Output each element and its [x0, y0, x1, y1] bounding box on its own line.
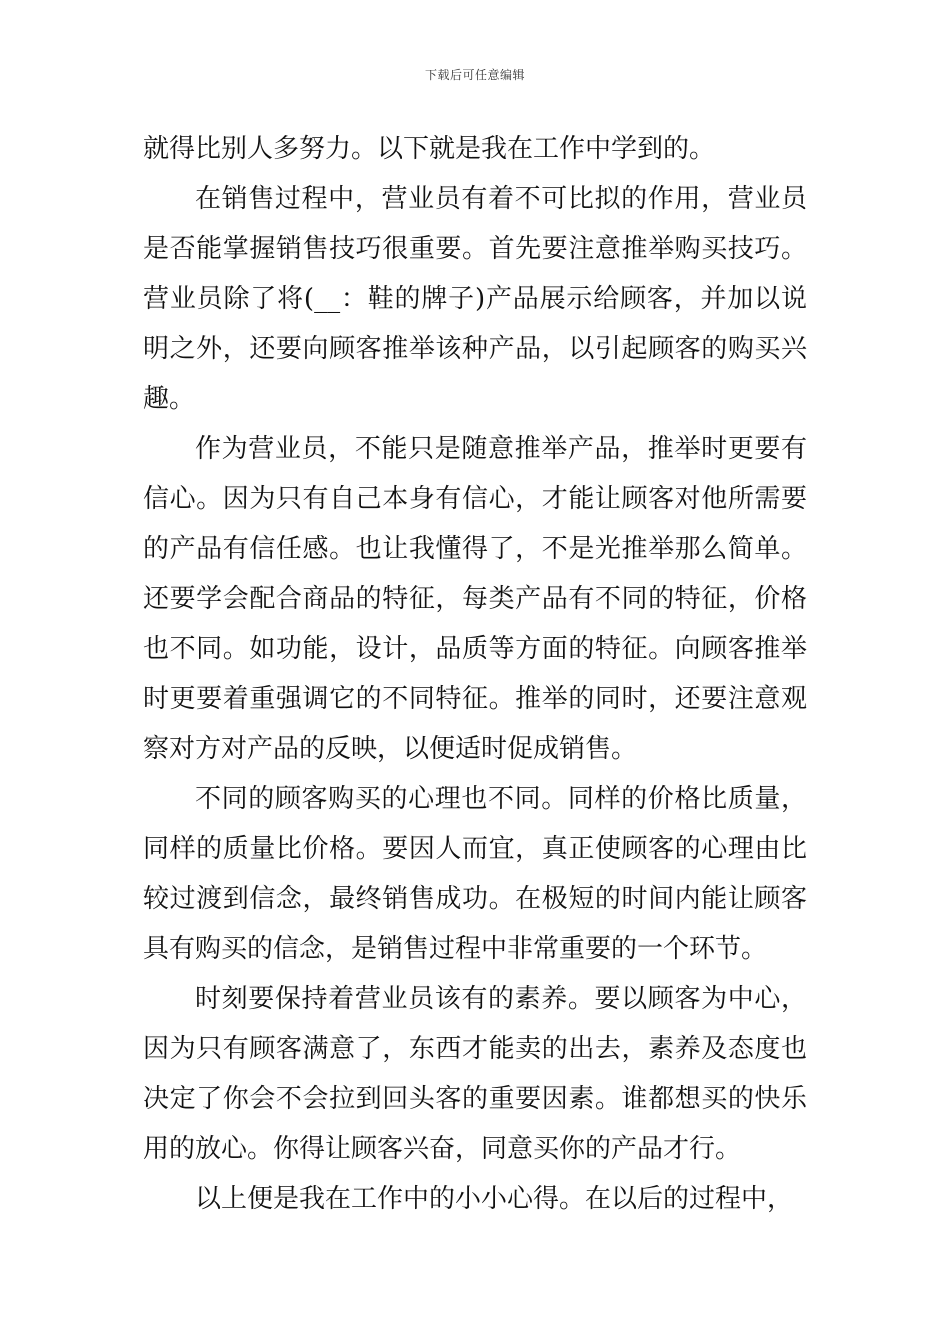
paragraph-3: 作为营业员，不能只是随意推举产品，推举时更要有信心。因为只有自己本身有信心，才能让顾客对他所需要的产品有信任感。也让我懂得了，不是光推举那么简单。还要学会配合商品的特征，每类产品有不同的特征，价格也不同。如功能，设计，品质等方面的特征。向顾客推举时更要着重强调它的不同特征。推举的同时，还要注意观察对方对产品的反映，以便适时促成销售。	[143, 434, 807, 764]
paragraph-4: 不同的顾客购买的心理也不同。同样的价格比质量，同样的质量比价格。要因人而宜，真正使顾客的心理由比较过渡到信念，最终销售成功。在极短的时间内能让顾客具有购买的信念，是销售过程中非常重要的一个环节。	[143, 784, 807, 964]
paragraph-2: 在销售过程中，营业员有着不可比拟的作用，营业员是否能掌握销售技巧很重要。首先要注意推举购买技巧。营业员除了将(__：鞋的牌子)产品展示给顾客，并加以说明之外，还要向顾客推举该种产品，以引起顾客的购买兴趣。	[143, 184, 807, 414]
document-body	[143, 124, 807, 1224]
paragraph-6: 以上便是我在工作中的小小心得。在以后的过程中，	[195, 1184, 794, 1214]
page-header: 下载后可任意编辑	[424, 68, 525, 82]
paragraph-5: 时刻要保持着营业员该有的素养。要以顾客为中心，因为只有顾客满意了，东西才能卖的出去，素养及态度也决定了你会不会拉到回头客的重要因素。谁都想买的快乐用的放心。你得让顾客兴奋，同意买你的产品才行。	[143, 984, 807, 1164]
paragraph-1: 就得比别人多努力。以下就是我在工作中学到的。	[143, 134, 716, 164]
